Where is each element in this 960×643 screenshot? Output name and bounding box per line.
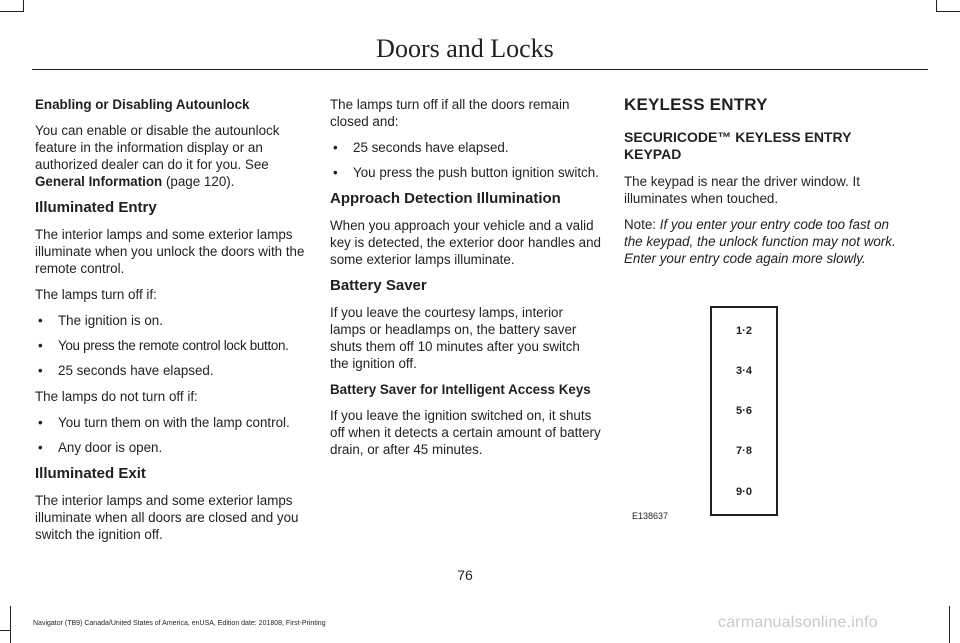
list-item: • You press the remote control lock button.: [35, 337, 307, 354]
paragraph-autounlock: [35, 122, 307, 190]
list-not-off: [35, 414, 307, 456]
paragraph-battery-saver-iak: If you leave the ignition switched on, it shuts off when it detects a certain amount of battery drain, or after 45 minutes.: [330, 408, 601, 457]
figure-id: E138637: [632, 511, 669, 521]
heading-autounlock: Enabling or Disabling Autounlock: [35, 97, 250, 112]
text: You can enable or disable the autounlock feature in the information display or an authorized dealer can do it for you. See: [35, 123, 280, 172]
heading-securicode: SECURICODE™ KEYLESS ENTRY KEYPAD: [624, 129, 852, 162]
crop-mark: [936, 11, 960, 12]
heading-battery-saver-iak: Battery Saver for Intelligent Access Keys: [330, 382, 591, 397]
text: (page 120).: [162, 174, 235, 189]
crop-mark: [936, 0, 937, 12]
keypad-key-3-4: 3·4: [736, 365, 752, 377]
paragraph-approach-detection: When you approach your vehicle and a valid key is detected, the exterior door handles and some exterior lamps illuminate.: [330, 218, 601, 267]
crop-mark: [23, 0, 24, 12]
heading-illuminated-entry: Illuminated Entry: [35, 199, 157, 216]
list-item: • 25 seconds have elapsed.: [35, 362, 307, 379]
header-divider: [32, 69, 928, 70]
note-text: If you enter your entry code too fast on the keypad, the unlock function may not work. Enter your entry code again more slowly.: [624, 217, 896, 266]
list-off-closed: [330, 139, 602, 181]
column-middle: [330, 96, 602, 467]
heading-battery-saver: Battery Saver: [330, 277, 427, 294]
crop-mark: [10, 606, 11, 643]
keypad-key-1-2: 1·2: [736, 325, 752, 337]
watermark: carmanualsonline.info: [718, 614, 878, 631]
list-item: • You press the push button ignition switch.: [330, 164, 602, 181]
list-item: • 25 seconds have elapsed.: [330, 139, 602, 156]
paragraph-keypad: The keypad is near the driver window. It illuminates when touched.: [624, 174, 860, 206]
list-turn-off: [35, 312, 307, 379]
crop-mark: [0, 11, 24, 12]
heading-keyless-entry: KEYLESS ENTRY: [624, 95, 768, 114]
column-left: [35, 96, 307, 552]
paragraph-turn-off: The lamps turn off if:: [35, 287, 157, 302]
list-item: • You turn them on with the lamp control.: [35, 414, 307, 431]
crop-mark: [0, 630, 10, 631]
link-general-information[interactable]: General Information: [35, 174, 163, 189]
paragraph-not-off: The lamps do not turn off if:: [35, 389, 198, 404]
page-title: Doors and Locks: [376, 34, 554, 63]
heading-approach-detection: Approach Detection Illumination: [330, 190, 561, 207]
note-label: Note:: [624, 217, 657, 232]
keypad-key-5-6: 5·6: [736, 405, 752, 417]
keypad-illustration: [710, 306, 778, 516]
column-right: [624, 96, 900, 276]
keypad-key-7-8: 7·8: [736, 445, 752, 457]
heading-illuminated-exit: Illuminated Exit: [35, 465, 146, 482]
footer-edition: Navigator (TB9) Canada/United States of America, enUSA, Edition date: 201808, First-Printing: [33, 620, 326, 627]
paragraph-illuminated-entry: The interior lamps and some exterior lamps illuminate when you unlock the doors with the remote control.: [35, 227, 305, 276]
paragraph-battery-saver: If you leave the courtesy lamps, interior lamps or headlamps on, the battery saver shuts them off 10 minutes after you switch the ignition off.: [330, 305, 580, 371]
paragraph-off-closed: The lamps turn off if all the doors remain closed and:: [330, 97, 570, 129]
keypad-key-9-0: 9·0: [736, 486, 752, 498]
paragraph-illuminated-exit: The interior lamps and some exterior lamps illuminate when all doors are closed and you switch the ignition off.: [35, 493, 299, 542]
list-item: • The ignition is on.: [35, 312, 307, 329]
list-item: • Any door is open.: [35, 439, 307, 456]
page-number: 76: [457, 567, 473, 583]
crop-mark: [949, 606, 950, 643]
note: [624, 216, 900, 267]
